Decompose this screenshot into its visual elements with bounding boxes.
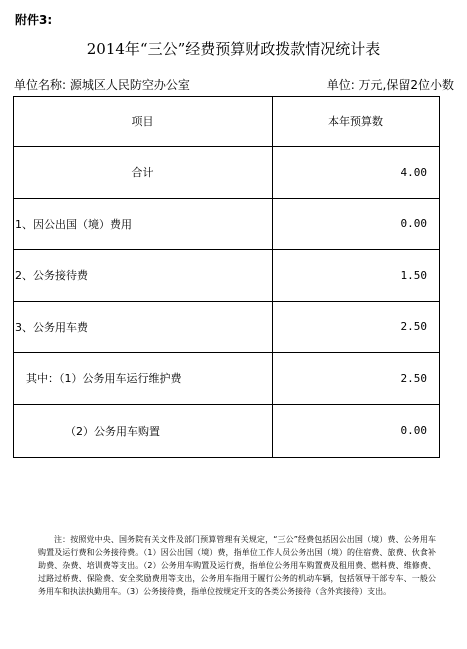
header-item: 项目: [131, 115, 154, 128]
column-divider: [272, 96, 273, 458]
row-value-overseas: 0.00: [400, 217, 427, 230]
header-value: 本年预算数: [328, 115, 383, 128]
row-label-total: 合计: [131, 166, 154, 179]
page-title: 2014年“三公”经费预算财政拨款情况统计表: [86, 40, 381, 58]
table-border-right: [439, 96, 440, 458]
row-value-reception: 1.50: [400, 268, 427, 282]
table-border-bottom: [13, 457, 440, 458]
row-label-vehicle-purchase: （2）公务用车购置: [65, 424, 160, 438]
row-label-vehicle-operation: 其中：（1）公务用车运行维护费: [26, 372, 182, 385]
row-label-overseas: 1、因公出国（境）费用: [15, 217, 132, 231]
row-value-vehicle-operation: 2.50: [400, 371, 427, 385]
row-label-vehicle: 3、公务用车费: [15, 320, 88, 334]
unit-name: 单位名称: 源城区人民防空办公室: [14, 78, 190, 92]
row-value-vehicle: 2.50: [400, 320, 427, 333]
unit-info: 单位: 万元,保留2位小数: [326, 78, 454, 92]
row-value-vehicle-purchase: 0.00: [400, 424, 427, 437]
row-value-total: 4.00: [400, 165, 427, 179]
attachment-label: 附件3:: [15, 13, 53, 27]
footnote: 注：按照党中央、国务院有关文件及部门预算管理有关规定，“三公”经费包括因公出国（境）费、公务用车购置及运行费和公务接待费。（1）因公出国（境）费，指单位工作人员公务出国（境）的住宿费、旅费、伙食补助费、杂费、培训费等支出。（2）公务用车购置及运行费，指单位公务用车购置费及租用费、燃料费、维修费、过路过桥费、保险费、安全奖励费用等支出，公务用车指用于履行公务的机动车辆，包括领导干部专车、一般公务用车和执法执勤用车。（3）公务接待费，指单位按规定开支的各类公务接待（含外宾接待）支出。: [38, 535, 436, 596]
row-label-reception: 2、公务接待费: [15, 269, 88, 282]
